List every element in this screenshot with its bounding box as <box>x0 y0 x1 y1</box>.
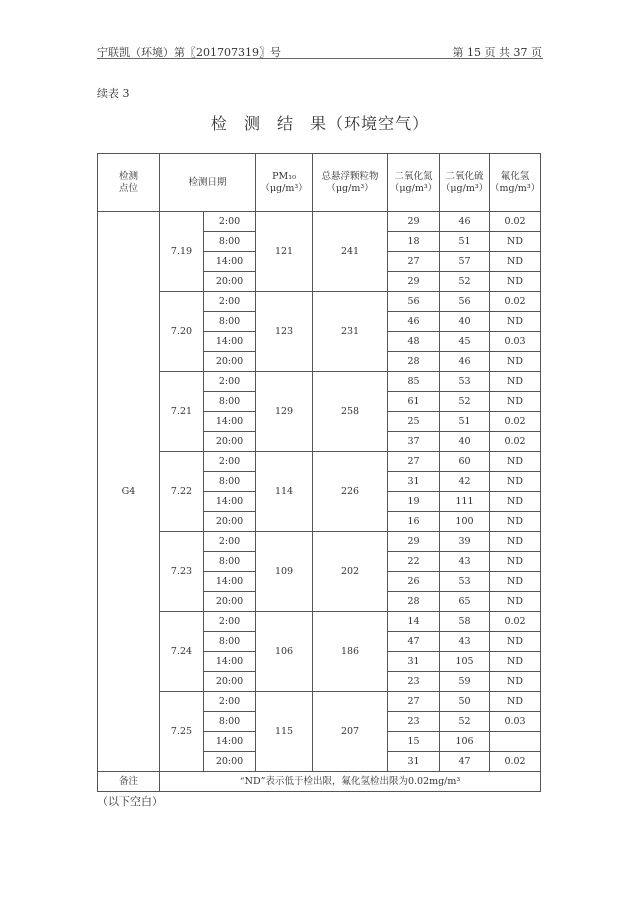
time-cell: 20:00 <box>204 432 256 452</box>
time-cell: 8:00 <box>204 232 256 252</box>
date-cell: 7.19 <box>160 212 204 292</box>
tsp-cell: 207 <box>313 692 388 772</box>
hf-cell: ND <box>490 552 541 572</box>
no2-cell: 27 <box>388 252 440 272</box>
hf-cell: ND <box>490 572 541 592</box>
so2-cell: 53 <box>440 372 490 392</box>
remark-text: “ND”表示低于检出限，氟化氢检出限为0.02mg/m³ <box>160 772 541 792</box>
hf-cell: ND <box>490 632 541 652</box>
date-cell: 7.25 <box>160 692 204 772</box>
date-cell: 7.22 <box>160 452 204 532</box>
header-date: 检测日期 <box>160 154 256 212</box>
time-cell: 8:00 <box>204 712 256 732</box>
no2-cell: 18 <box>388 232 440 252</box>
hf-cell: 0.02 <box>490 752 541 772</box>
no2-cell: 61 <box>388 392 440 412</box>
table-row <box>98 452 541 472</box>
date-cell: 7.20 <box>160 292 204 372</box>
no2-cell: 28 <box>388 352 440 372</box>
no2-cell: 15 <box>388 732 440 752</box>
table-row <box>98 532 541 552</box>
no2-cell: 25 <box>388 412 440 432</box>
so2-cell: 45 <box>440 332 490 352</box>
hf-cell: 0.03 <box>490 332 541 352</box>
time-cell: 20:00 <box>204 592 256 612</box>
pm10-cell: 114 <box>256 452 313 532</box>
table-row <box>98 212 541 232</box>
hf-cell: ND <box>490 252 541 272</box>
hf-cell: 0.02 <box>490 612 541 632</box>
so2-cell: 52 <box>440 712 490 732</box>
hf-cell: 0.02 <box>490 432 541 452</box>
time-cell: 8:00 <box>204 632 256 652</box>
no2-cell: 28 <box>388 592 440 612</box>
no2-cell: 14 <box>388 612 440 632</box>
hf-cell: ND <box>490 352 541 372</box>
hf-cell: ND <box>490 652 541 672</box>
so2-cell: 40 <box>440 432 490 452</box>
so2-cell: 106 <box>440 732 490 752</box>
so2-cell: 57 <box>440 252 490 272</box>
tsp-cell: 226 <box>313 452 388 532</box>
time-cell: 2:00 <box>204 292 256 312</box>
hf-cell: ND <box>490 512 541 532</box>
time-cell: 14:00 <box>204 252 256 272</box>
tsp-cell: 231 <box>313 292 388 372</box>
no2-cell: 46 <box>388 312 440 332</box>
hf-cell: ND <box>490 592 541 612</box>
header-hf: 氟化氢 （mg/m³） <box>490 154 541 212</box>
time-cell: 2:00 <box>204 612 256 632</box>
no2-cell: 31 <box>388 652 440 672</box>
no2-cell: 29 <box>388 532 440 552</box>
pm10-cell: 109 <box>256 532 313 612</box>
pm10-cell: 129 <box>256 372 313 452</box>
header-pm10: PM₁₀ （μg/m³） <box>256 154 313 212</box>
no2-cell: 31 <box>388 752 440 772</box>
so2-cell: 100 <box>440 512 490 532</box>
no2-cell: 23 <box>388 672 440 692</box>
page-indicator: 第 15 页 共 37 页 <box>452 46 542 59</box>
table-row <box>98 612 541 632</box>
time-cell: 8:00 <box>204 472 256 492</box>
so2-cell: 58 <box>440 612 490 632</box>
hf-cell: ND <box>490 372 541 392</box>
table-row <box>98 292 541 312</box>
hf-cell: ND <box>490 272 541 292</box>
no2-cell: 16 <box>388 512 440 532</box>
header-tsp: 总悬浮颗粒物 （μg/m³） <box>313 154 388 212</box>
hf-cell: ND <box>490 492 541 512</box>
pm10-cell: 106 <box>256 612 313 692</box>
time-cell: 2:00 <box>204 692 256 712</box>
table-row <box>98 692 541 712</box>
date-cell: 7.21 <box>160 372 204 452</box>
no2-cell: 56 <box>388 292 440 312</box>
time-cell: 14:00 <box>204 332 256 352</box>
so2-cell: 40 <box>440 312 490 332</box>
time-cell: 14:00 <box>204 732 256 752</box>
so2-cell: 51 <box>440 232 490 252</box>
so2-cell: 52 <box>440 272 490 292</box>
so2-cell: 46 <box>440 212 490 232</box>
header-divider <box>97 58 543 59</box>
hf-cell: 0.03 <box>490 712 541 732</box>
no2-cell: 27 <box>388 452 440 472</box>
time-cell: 8:00 <box>204 552 256 572</box>
results-table <box>97 153 541 792</box>
table-row <box>98 372 541 392</box>
so2-cell: 51 <box>440 412 490 432</box>
so2-cell: 65 <box>440 592 490 612</box>
no2-cell: 37 <box>388 432 440 452</box>
pm10-cell: 115 <box>256 692 313 772</box>
so2-cell: 111 <box>440 492 490 512</box>
time-cell: 2:00 <box>204 212 256 232</box>
hf-cell: ND <box>490 672 541 692</box>
hf-cell: ND <box>490 532 541 552</box>
tsp-cell: 202 <box>313 532 388 612</box>
no2-cell: 22 <box>388 552 440 572</box>
time-cell: 14:00 <box>204 652 256 672</box>
hf-cell: 0.02 <box>490 212 541 232</box>
no2-cell: 31 <box>388 472 440 492</box>
time-cell: 2:00 <box>204 532 256 552</box>
hf-cell: ND <box>490 452 541 472</box>
so2-cell: 42 <box>440 472 490 492</box>
no2-cell: 19 <box>388 492 440 512</box>
no2-cell: 26 <box>388 572 440 592</box>
remark-row <box>98 772 541 792</box>
time-cell: 20:00 <box>204 352 256 372</box>
so2-cell: 50 <box>440 692 490 712</box>
so2-cell: 56 <box>440 292 490 312</box>
remark-label: 备注 <box>98 772 160 792</box>
so2-cell: 59 <box>440 672 490 692</box>
hf-cell: ND <box>490 312 541 332</box>
so2-cell: 53 <box>440 572 490 592</box>
so2-cell: 47 <box>440 752 490 772</box>
hf-cell: 0.02 <box>490 292 541 312</box>
no2-cell: 23 <box>388 712 440 732</box>
tsp-cell: 258 <box>313 372 388 452</box>
so2-cell: 52 <box>440 392 490 412</box>
hf-cell <box>490 732 541 752</box>
so2-cell: 46 <box>440 352 490 372</box>
hf-cell: 0.02 <box>490 412 541 432</box>
tsp-cell: 186 <box>313 612 388 692</box>
no2-cell: 29 <box>388 272 440 292</box>
time-cell: 8:00 <box>204 392 256 412</box>
table-header-row <box>98 154 541 212</box>
header-no2: 二氧化氮 （μg/m³） <box>388 154 440 212</box>
date-cell: 7.24 <box>160 612 204 692</box>
header-site: 检测 点位 <box>98 154 160 212</box>
so2-cell: 60 <box>440 452 490 472</box>
date-cell: 7.23 <box>160 532 204 612</box>
site-cell: G4 <box>98 212 160 772</box>
hf-cell: ND <box>490 392 541 412</box>
time-cell: 8:00 <box>204 312 256 332</box>
time-cell: 20:00 <box>204 672 256 692</box>
time-cell: 2:00 <box>204 372 256 392</box>
so2-cell: 105 <box>440 652 490 672</box>
tsp-cell: 241 <box>313 212 388 292</box>
so2-cell: 43 <box>440 632 490 652</box>
pm10-cell: 123 <box>256 292 313 372</box>
hf-cell: ND <box>490 692 541 712</box>
time-cell: 2:00 <box>204 452 256 472</box>
hf-cell: ND <box>490 232 541 252</box>
pm10-cell: 121 <box>256 212 313 292</box>
header-so2: 二氧化硫 （μg/m³） <box>440 154 490 212</box>
no2-cell: 27 <box>388 692 440 712</box>
no2-cell: 29 <box>388 212 440 232</box>
time-cell: 20:00 <box>204 512 256 532</box>
no2-cell: 85 <box>388 372 440 392</box>
time-cell: 20:00 <box>204 272 256 292</box>
time-cell: 14:00 <box>204 492 256 512</box>
so2-cell: 43 <box>440 552 490 572</box>
page-title: 检 测 结 果（环境空气） <box>210 114 430 133</box>
time-cell: 14:00 <box>204 412 256 432</box>
continuation-label: 续表 3 <box>97 87 130 100</box>
no2-cell: 47 <box>388 632 440 652</box>
hf-cell: ND <box>490 472 541 492</box>
no2-cell: 48 <box>388 332 440 352</box>
end-note: （以下空白） <box>97 795 163 808</box>
so2-cell: 39 <box>440 532 490 552</box>
time-cell: 14:00 <box>204 572 256 592</box>
report-number: 宁联凯（环境）第〖201707319〗号 <box>97 46 281 59</box>
time-cell: 20:00 <box>204 752 256 772</box>
